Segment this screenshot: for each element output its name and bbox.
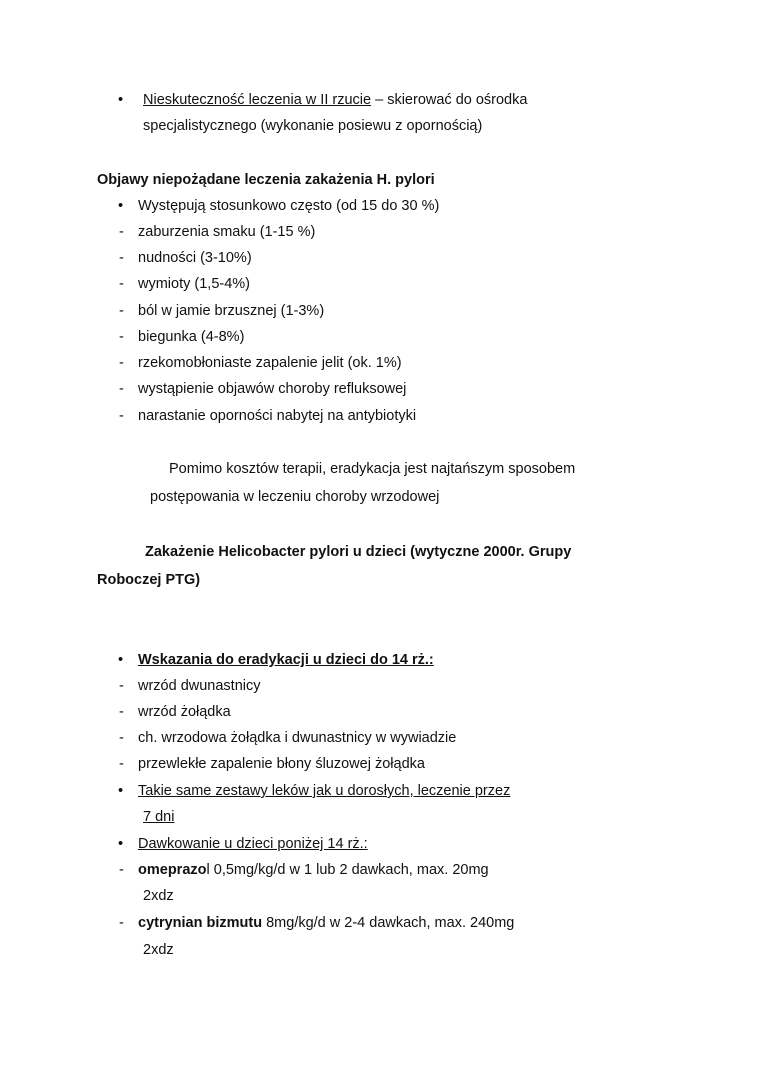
dash-marker: -: [119, 276, 124, 292]
list-item: wymioty (1,5-4%): [138, 276, 250, 292]
drug-name: cytrynian bizmutu: [138, 915, 263, 931]
dash-marker: -: [119, 250, 124, 266]
children-heading-continuation: Roboczej PTG): [97, 572, 201, 588]
dosage-frequency: 2xdz: [143, 942, 174, 958]
bullet-marker: •: [118, 836, 124, 852]
list-item: ch. wrzodowa żołądka i dwunastnicy w wywiadzie: [138, 730, 457, 746]
list-item: wrzód dwunastnicy: [138, 678, 261, 694]
indications-heading: Wskazania do eradykacji u dzieci do 14 rż.:: [138, 652, 434, 668]
dash-marker: -: [119, 730, 124, 746]
bullet-marker: •: [118, 198, 124, 214]
dosage-omeprazole: [138, 861, 489, 879]
dash-marker: -: [119, 224, 124, 240]
dosage-frequency: 2xdz: [143, 888, 174, 904]
list-item: ból w jamie brzusznej (1-3%): [138, 303, 325, 319]
list-item: narastanie oporności nabytej na antybiotyki: [138, 408, 417, 424]
dash-marker: -: [119, 704, 124, 720]
dosage-heading: Dawkowanie u dzieci poniżej 14 rż.:: [138, 836, 368, 852]
dash-marker: -: [119, 355, 124, 371]
list-item: wrzód żołądka: [138, 704, 231, 720]
list-item: przewlekłe zapalenie błony śluzowej żołądka: [138, 756, 425, 772]
list-item: wystąpienie objawów choroby refluksowej: [138, 381, 407, 397]
bullet-marker: •: [118, 92, 124, 108]
drug-dose: 8mg/kg/d w 2-4 dawkach, max. 240mg: [262, 915, 515, 931]
side-effects-heading: Objawy niepożądane leczenia zakażenia H. pylori: [97, 172, 435, 188]
side-effects-frequency: Występują stosunkowo często (od 15 do 30 %): [138, 198, 440, 214]
dash-marker: -: [119, 915, 124, 931]
dash-marker: -: [119, 381, 124, 397]
dash-marker: -: [119, 303, 124, 319]
dash-marker: -: [119, 678, 124, 694]
bullet-marker: •: [118, 652, 124, 668]
list-item: rzekomobłoniaste zapalenie jelit (ok. 1%): [138, 355, 402, 371]
children-heading: Zakażenie Helicobacter pylori u dzieci (wytyczne 2000r. Grupy: [145, 544, 572, 560]
cost-note-line1: Pomimo kosztów terapii, eradykacja jest najtańszym sposobem: [169, 461, 576, 477]
dosage-bismuth: [138, 914, 514, 932]
treatment-failure-continuation: specjalistycznego (wykonanie posiewu z opornością): [143, 118, 483, 134]
dash-marker: -: [119, 329, 124, 345]
cost-note-line2: postępowania w leczeniu choroby wrzodowej: [150, 489, 440, 505]
list-item: nudności (3-10%): [138, 250, 252, 266]
list-item: biegunka (4-8%): [138, 329, 245, 345]
bullet-marker: •: [118, 783, 124, 799]
dash-marker: -: [119, 862, 124, 878]
drug-dose: l 0,5mg/kg/d w 1 lub 2 dawkach, max. 20mg: [206, 862, 489, 878]
treatment-failure-line: [143, 91, 527, 109]
same-sets-note: Takie same zestawy leków jak u dorosłych, leczenie przez: [138, 783, 511, 799]
drug-name: omeprazo: [138, 862, 207, 878]
treatment-failure-title: Nieskuteczność leczenia w II rzucie: [143, 92, 372, 108]
treatment-failure-action: – skierować do ośrodka: [371, 92, 528, 108]
same-sets-duration: 7 dni: [143, 809, 175, 825]
dash-marker: -: [119, 756, 124, 772]
dash-marker: -: [119, 408, 124, 424]
list-item: zaburzenia smaku (1-15 %): [138, 224, 316, 240]
